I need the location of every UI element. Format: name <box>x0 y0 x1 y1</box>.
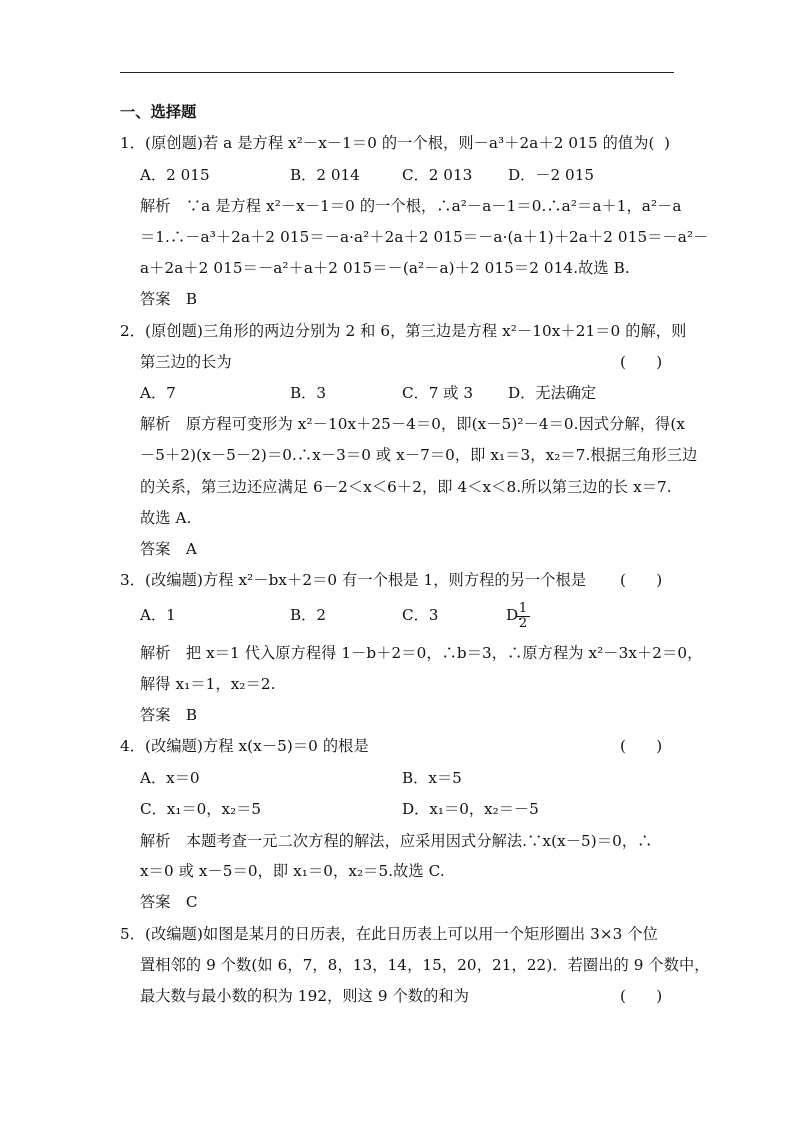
q3-option-b: B．2 <box>290 606 327 624</box>
q3-answer: 答案 B <box>140 706 198 724</box>
q4-answer-paren: ( ) <box>620 737 663 755</box>
q1-option-d: D．－2 015 <box>508 166 595 184</box>
q4-analysis-line: x＝0 或 x－5＝0，即 x₁＝0，x₂＝5.故选 C. <box>140 862 445 880</box>
q5-answer-paren: ( ) <box>620 987 663 1005</box>
q3-option-d: D. <box>506 606 523 624</box>
q2-analysis-line: 故选 A. <box>140 509 192 527</box>
q2-answer-paren: ( ) <box>620 353 663 371</box>
q1-option-c: C．2 013 <box>402 166 473 184</box>
q1-analysis-line: a＋2a＋2 015＝－a²＋a＋2 015＝－(a²－a)＋2 015＝2 014.故选 B. <box>140 259 630 277</box>
section-title: 一、选择题 <box>120 103 197 121</box>
q3-option-d-fraction <box>516 602 530 631</box>
q4-option-d: D．x₁＝0，x₂＝－5 <box>402 800 539 818</box>
q1-option-a: A．2 015 <box>140 166 210 184</box>
q5-stem-line: 5．(改编题)如图是某月的日历表，在此日历表上可以用一个矩形圈出 3×3 个位 <box>120 925 658 943</box>
q4-option-a: A．x＝0 <box>140 769 200 787</box>
q2-analysis-line: 解析 原方程可变形为 x²－10x＋25－4＝0，即(x－5)²－4＝0.因式分解，得(x <box>140 415 686 433</box>
q4-answer: 答案 C <box>140 893 198 911</box>
q2-answer: 答案 A <box>140 540 197 558</box>
header-rule <box>120 72 674 73</box>
q2-option-b: B．3 <box>290 384 327 402</box>
q1-analysis-line: ＝1.∴－a³＋2a＋2 015＝－a·a²＋2a＋2 015＝－a·(a＋1)＋2a＋2 015＝－a²－ <box>140 228 709 246</box>
q2-option-a: A．7 <box>140 384 176 402</box>
q2-option-d: D．无法确定 <box>508 384 597 402</box>
q5-stem-line: 最大数与最小数的积为 192，则这 9 个数的和为 <box>140 987 470 1005</box>
q2-option-c: C．7 或 3 <box>402 384 473 402</box>
q1-option-b: B．2 014 <box>290 166 360 184</box>
q3-stem: 3．(改编题)方程 x²－bx＋2＝0 有一个根是 1，则方程的另一个根是 <box>120 571 587 589</box>
q4-analysis-line: 解析 本题考查一元二次方程的解法，应采用因式分解法.∵x(x－5)＝0，∴ <box>140 832 653 850</box>
q3-option-a: A．1 <box>140 606 176 624</box>
q1-paren-close: ) <box>664 134 670 152</box>
q5-stem-line: 置相邻的 9 个数(如 6，7，8，13，14，15，20，21，22)．若圈出的 9 个数中， <box>140 956 710 974</box>
fraction-numerator: 1 <box>516 602 530 617</box>
q2-stem-line: 2．(原创题)三角形的两边分别为 2 和 6，第三边是方程 x²－10x＋21＝0 的解，则 <box>120 322 687 340</box>
q3-analysis-line: 解析 把 x＝1 代入原方程得 1－b＋2＝0，∴b＝3，∴原方程为 x²－3x＋2＝0， <box>140 644 703 662</box>
q2-analysis-line: 的关系，第三边还应满足 6－2＜x＜6＋2，即 4＜x＜8.所以第三边的长 x＝7. <box>140 478 672 496</box>
q2-analysis-line: －5＋2)(x－5－2)＝0.∴x－3＝0 或 x－7＝0，即 x₁＝3，x₂＝7.根据三角形三边 <box>140 446 698 464</box>
q1-analysis-line: 解析 ∵a 是方程 x²－x－1＝0 的一个根，∴a²－a－1＝0.∴a²＝a＋1，a²－a <box>140 197 682 215</box>
q2-stem-line: 第三边的长为 <box>140 353 232 371</box>
q4-stem: 4．(改编题)方程 x(x－5)＝0 的根是 <box>120 737 369 755</box>
fraction-denominator: 2 <box>518 616 528 631</box>
q3-option-c: C．3 <box>402 606 439 624</box>
q3-answer-paren: ( ) <box>620 571 663 589</box>
q1-answer: 答案 B <box>140 290 198 308</box>
q3-analysis-line: 解得 x₁＝1，x₂＝2. <box>140 675 276 693</box>
q1-stem: 1．(原创题)若 a 是方程 x²－x－1＝0 的一个根，则－a³＋2a＋2 015 的值为( <box>120 134 655 152</box>
q4-option-c: C．x₁＝0，x₂＝5 <box>140 800 262 818</box>
q4-option-b: B．x＝5 <box>402 769 462 787</box>
